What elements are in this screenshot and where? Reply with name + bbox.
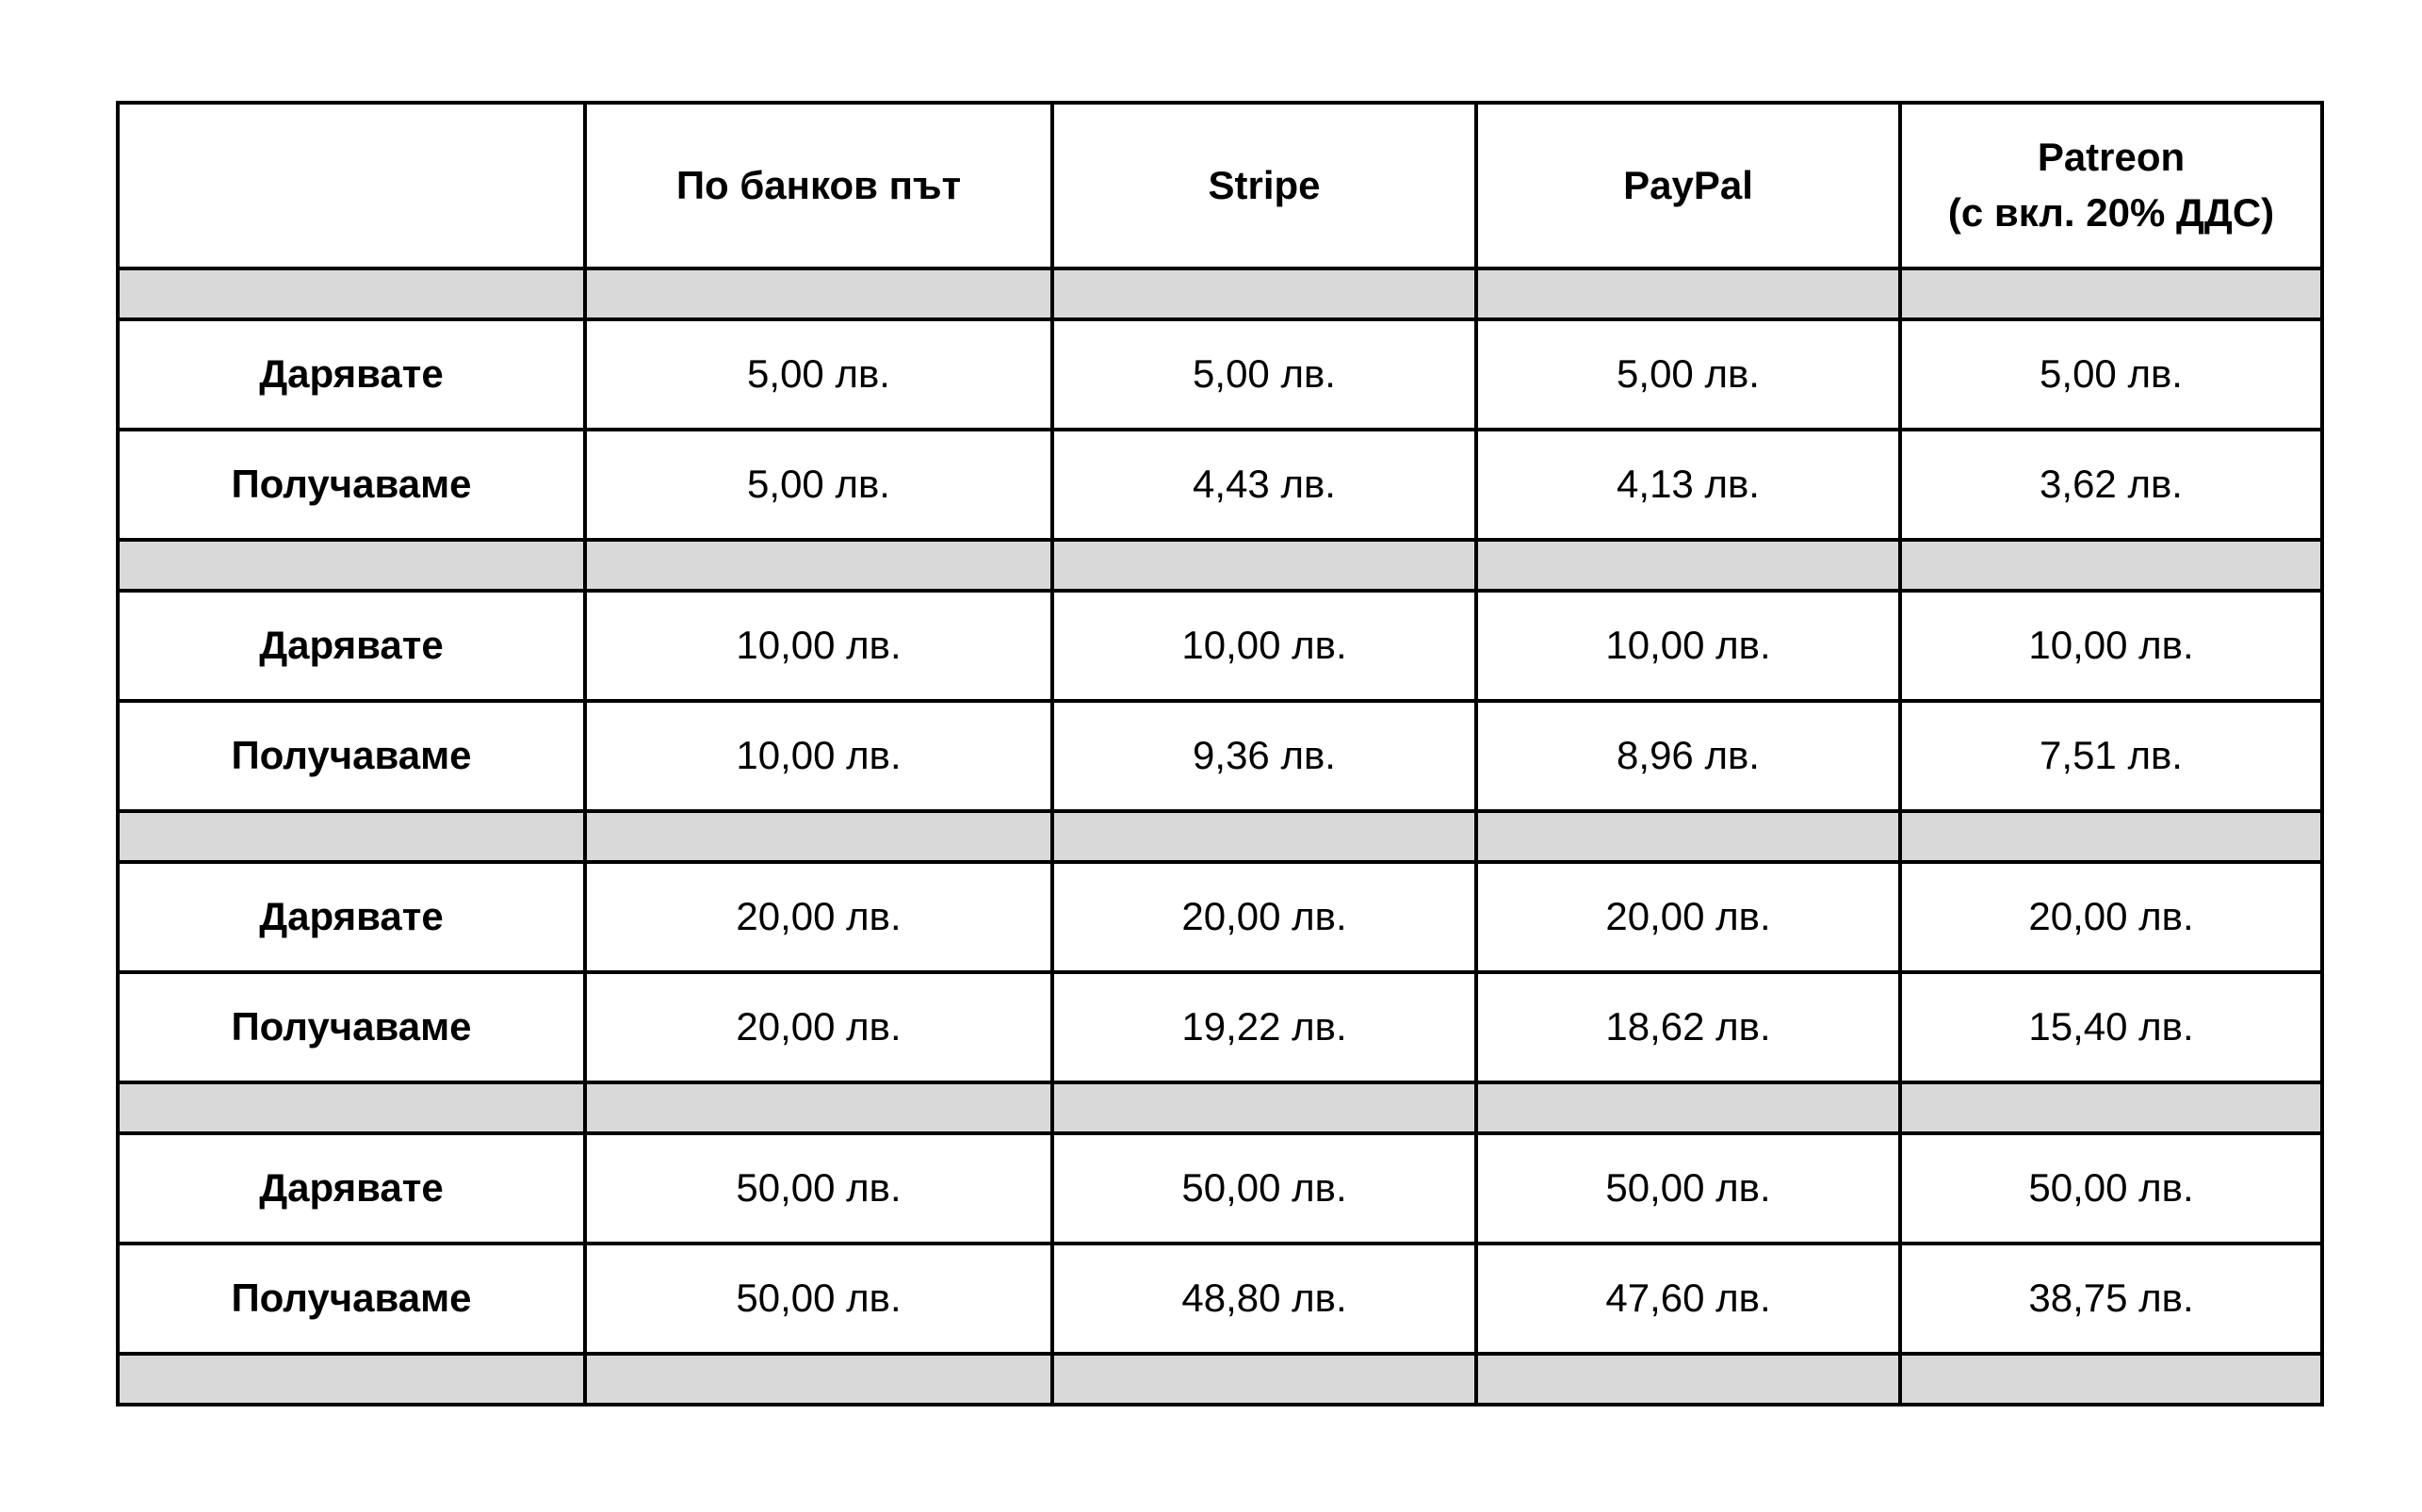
separator-cell — [585, 1354, 1052, 1405]
receive-paypal-cell: 18,62 лв. — [1476, 972, 1900, 1082]
donate-label: Дарявате — [118, 591, 585, 701]
separator-cell — [1476, 1354, 1900, 1405]
donate-stripe-cell: 5,00 лв. — [1052, 319, 1476, 430]
receive-bank-cell: 50,00 лв. — [585, 1244, 1052, 1354]
separator-cell — [585, 1082, 1052, 1133]
receive-bank-cell: 20,00 лв. — [585, 972, 1052, 1082]
donate-row — [118, 862, 2322, 972]
separator-cell — [118, 1082, 585, 1133]
donate-patreon-cell: 5,00 лв. — [1900, 319, 2322, 430]
donate-stripe-cell: 20,00 лв. — [1052, 862, 1476, 972]
separator-row — [118, 1082, 2322, 1133]
separator-cell — [1052, 1354, 1476, 1405]
donate-label: Дарявате — [118, 319, 585, 430]
donate-bank-cell: 10,00 лв. — [585, 591, 1052, 701]
separator-cell — [1900, 1082, 2322, 1133]
donate-row — [118, 591, 2322, 701]
donate-row — [118, 1133, 2322, 1244]
header-patreon-vat-note: (с вкл. 20% ДДС) — [1947, 190, 2275, 235]
header-bank: По банков път — [585, 103, 1052, 268]
receive-patreon-cell: 38,75 лв. — [1900, 1244, 2322, 1354]
receive-stripe-cell: 4,43 лв. — [1052, 430, 1476, 540]
header-stripe: Stripe — [1052, 103, 1476, 268]
separator-cell — [118, 811, 585, 862]
separator-cell — [1476, 811, 1900, 862]
separator-row — [118, 811, 2322, 862]
separator-cell — [1052, 268, 1476, 319]
separator-cell — [1900, 268, 2322, 319]
receive-row — [118, 701, 2322, 811]
donate-row — [118, 319, 2322, 430]
donate-paypal-cell: 50,00 лв. — [1476, 1133, 1900, 1244]
separator-cell — [585, 811, 1052, 862]
donate-paypal-cell: 5,00 лв. — [1476, 319, 1900, 430]
separator-cell — [1052, 811, 1476, 862]
donate-patreon-cell: 50,00 лв. — [1900, 1133, 2322, 1244]
receive-stripe-cell: 19,22 лв. — [1052, 972, 1476, 1082]
receive-bank-cell: 10,00 лв. — [585, 701, 1052, 811]
separator-row — [118, 268, 2322, 319]
receive-label: Получаваме — [118, 430, 585, 540]
separator-cell — [1476, 540, 1900, 591]
separator-cell — [1900, 811, 2322, 862]
separator-cell — [585, 268, 1052, 319]
separator-row — [118, 540, 2322, 591]
donate-stripe-cell: 10,00 лв. — [1052, 591, 1476, 701]
receive-stripe-cell: 48,80 лв. — [1052, 1244, 1476, 1354]
donate-stripe-cell: 50,00 лв. — [1052, 1133, 1476, 1244]
separator-cell — [118, 540, 585, 591]
receive-patreon-cell: 3,62 лв. — [1900, 430, 2322, 540]
separator-cell — [118, 268, 585, 319]
separator-cell — [1052, 1082, 1476, 1133]
donate-patreon-cell: 10,00 лв. — [1900, 591, 2322, 701]
receive-row — [118, 1244, 2322, 1354]
separator-row — [118, 1354, 2322, 1405]
header-paypal: PayPal — [1476, 103, 1900, 268]
donate-paypal-cell: 10,00 лв. — [1476, 591, 1900, 701]
receive-label: Получаваме — [118, 972, 585, 1082]
donate-label: Дарявате — [118, 1133, 585, 1244]
receive-patreon-cell: 7,51 лв. — [1900, 701, 2322, 811]
donate-bank-cell: 50,00 лв. — [585, 1133, 1052, 1244]
header-patreon — [1900, 103, 2322, 268]
donate-bank-cell: 20,00 лв. — [585, 862, 1052, 972]
receive-stripe-cell: 9,36 лв. — [1052, 701, 1476, 811]
receive-paypal-cell: 47,60 лв. — [1476, 1244, 1900, 1354]
header-corner — [118, 103, 585, 268]
receive-label: Получаваме — [118, 701, 585, 811]
fee-comparison-table — [116, 101, 2324, 1406]
receive-row — [118, 430, 2322, 540]
separator-cell — [1900, 540, 2322, 591]
separator-cell — [118, 1354, 585, 1405]
header-row — [118, 103, 2322, 268]
separator-cell — [1476, 268, 1900, 319]
receive-row — [118, 972, 2322, 1082]
receive-patreon-cell: 15,40 лв. — [1900, 972, 2322, 1082]
separator-cell — [1476, 1082, 1900, 1133]
donate-label: Дарявате — [118, 862, 585, 972]
receive-paypal-cell: 8,96 лв. — [1476, 701, 1900, 811]
donate-paypal-cell: 20,00 лв. — [1476, 862, 1900, 972]
separator-cell — [1900, 1354, 2322, 1405]
donate-bank-cell: 5,00 лв. — [585, 319, 1052, 430]
donate-patreon-cell: 20,00 лв. — [1900, 862, 2322, 972]
separator-cell — [1052, 540, 1476, 591]
header-patreon-name: Patreon — [2037, 135, 2186, 180]
receive-label: Получаваме — [118, 1244, 585, 1354]
separator-cell — [585, 540, 1052, 591]
receive-paypal-cell: 4,13 лв. — [1476, 430, 1900, 540]
receive-bank-cell: 5,00 лв. — [585, 430, 1052, 540]
